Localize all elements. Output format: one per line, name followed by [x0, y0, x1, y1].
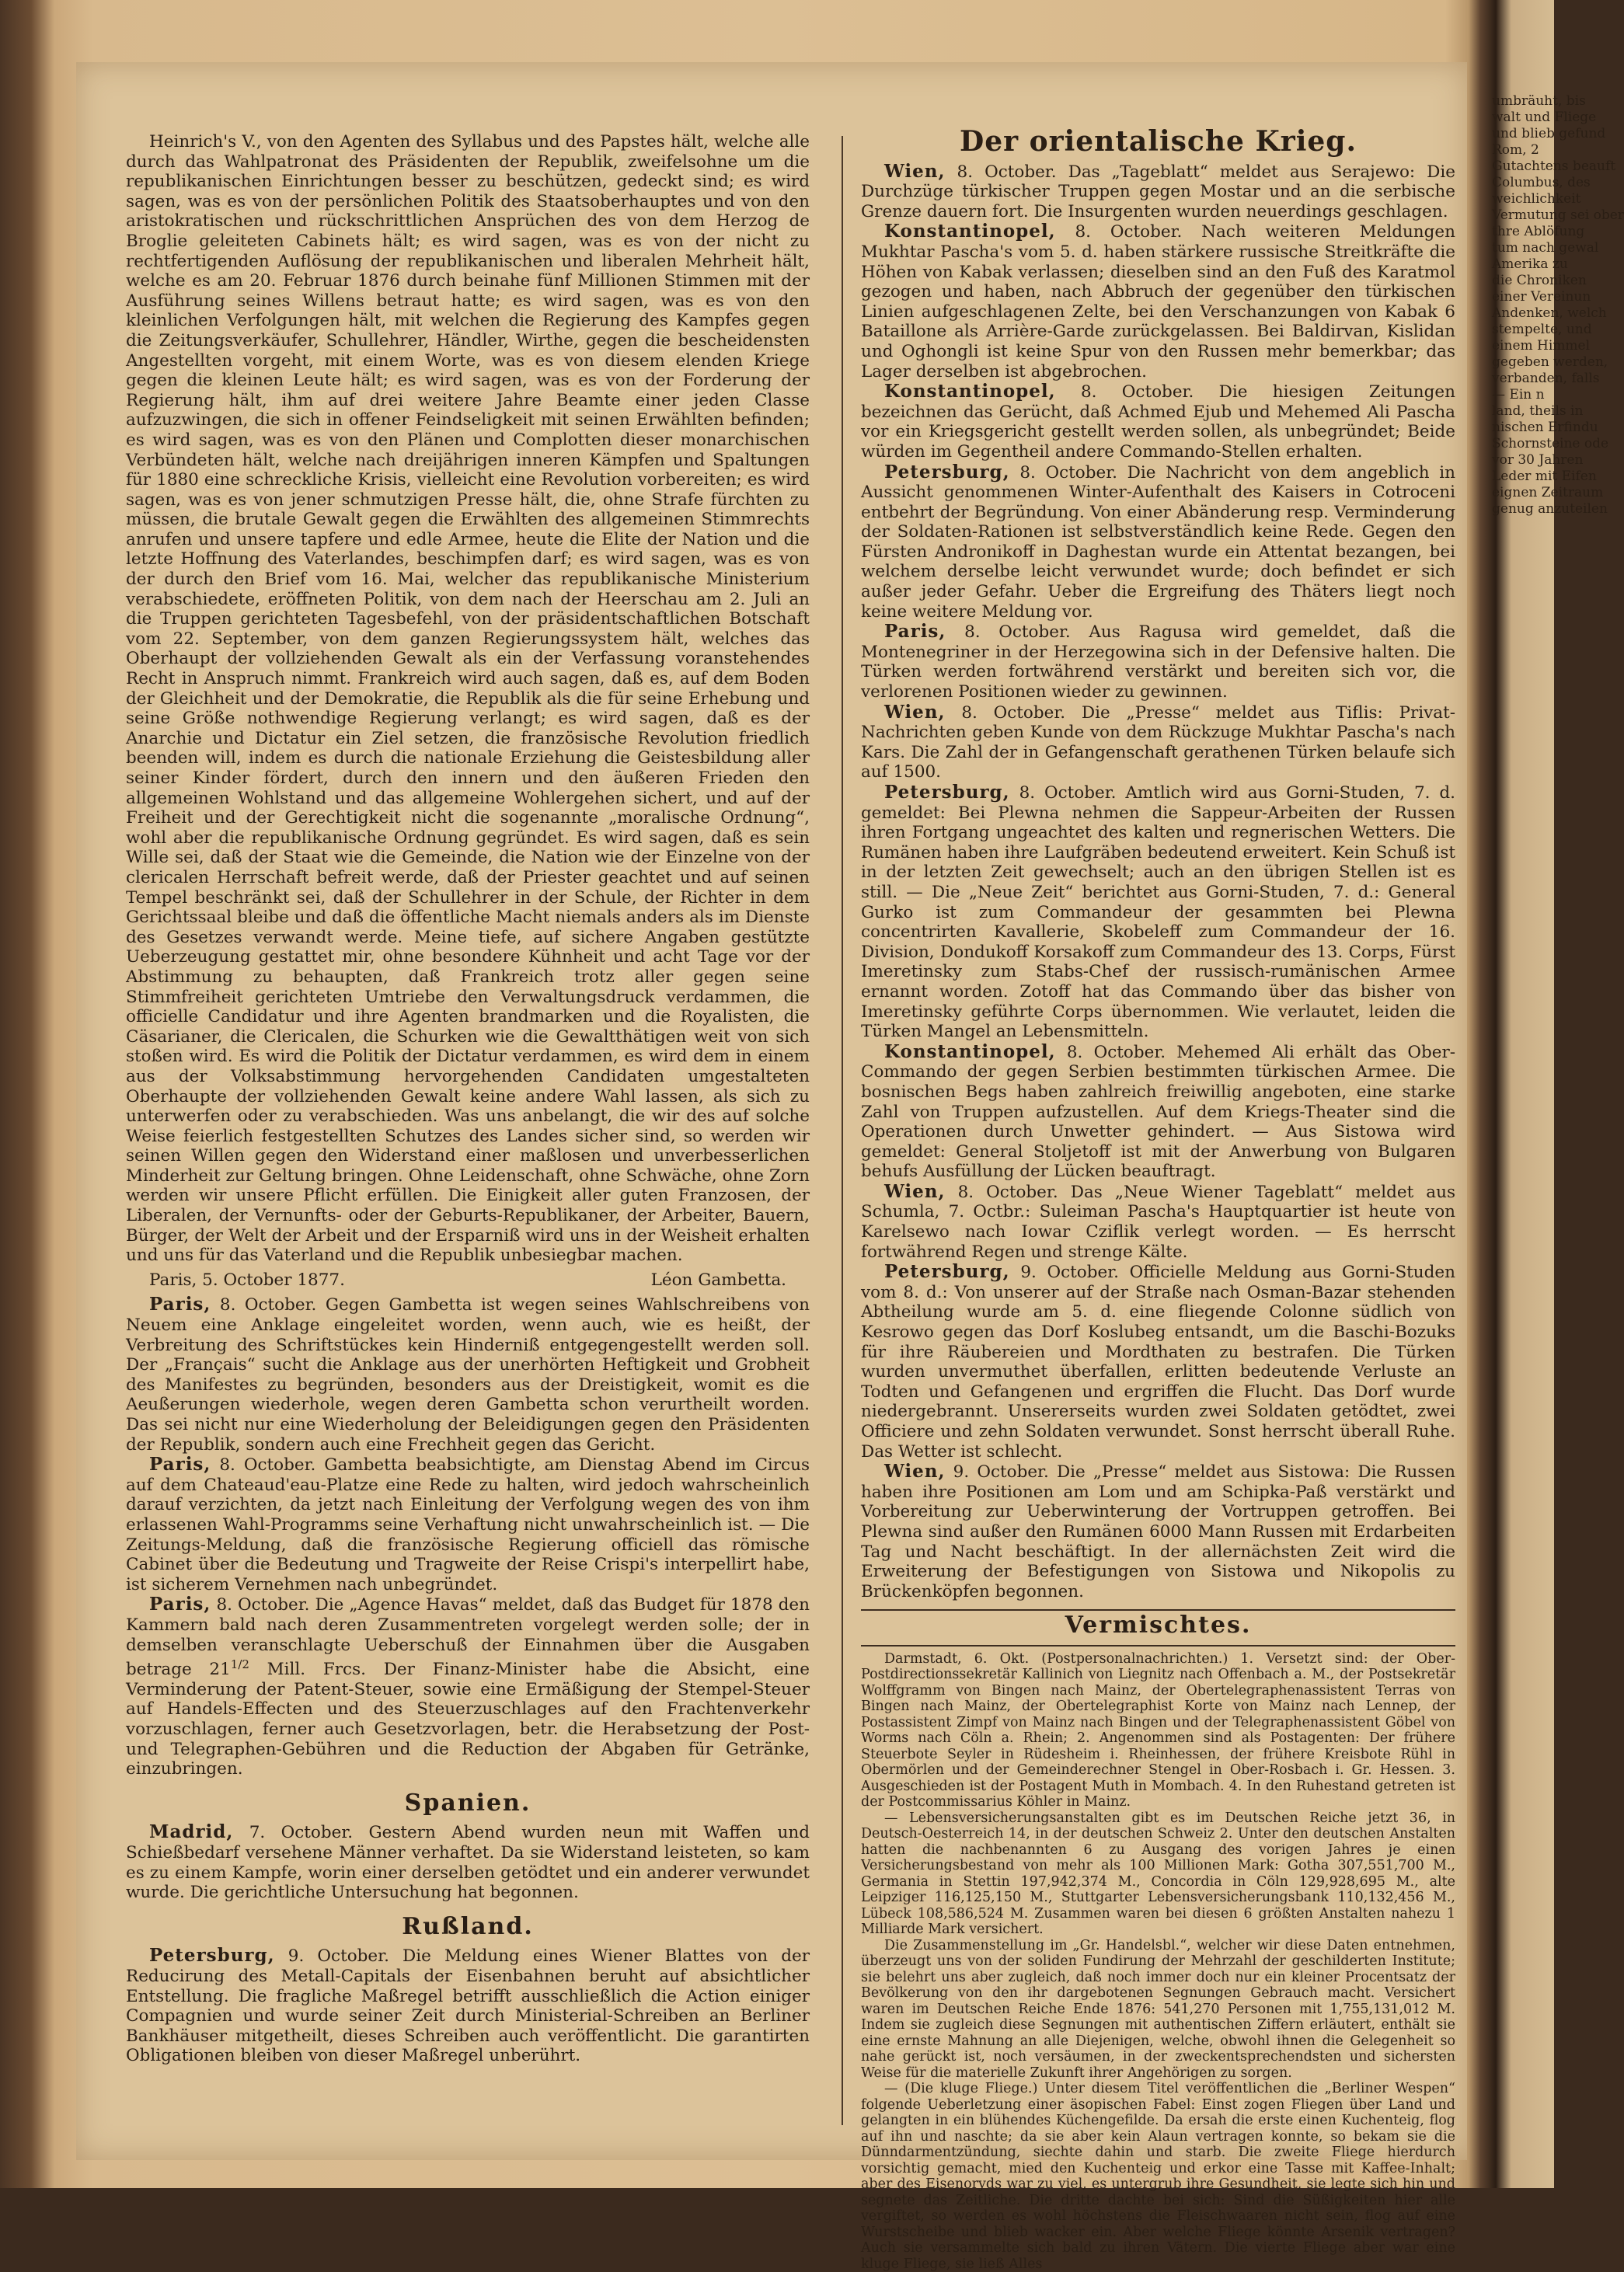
fragment-line: — Ein n — [1492, 387, 1545, 402]
section-heading-russia: Rußland. — [402, 1912, 534, 1940]
misc-item: — Lebensversicherungsanstalten gibt es im Deutschen Reiche jetzt 36, in Deutsch-Oesterreich 14, in der deutschen Schweiz 2. Unter den deutschen Anstalten hatten die nachbenannten 6 zu Ausgang des vorigen Jahres je einen Versicherungsbestand von mehr als 100 Millionen Mark: Gotha 307,551,700 M., Germania in Stettin 197,942,374 M., Concordia in Cöln 129,928,695 M., alte Leipziger 116,125,150 M., Stuttgarter Lebensversicherungsbank 110,132,456 M., Lübeck 108,586,524 M. Zusammen waren bei diesen 6 größten Anstalten nahezu 1 Milliarde Mark versichert. — [861, 1810, 1455, 1938]
news-text: 9. October. Officielle Meldung aus Gorni-Studen vom 8. d.: Von unserer auf der Straße nach Osman-Bazar stehenden Abtheilung wurde am 5. d. eine fliegende Colonne südlich von Kesrowo gegen das Dorf Koslubeg entsandt, um die Baschi-Bozuks für ihre Räubereien und Mordthaten zu bestrafen. Die Türken wurden unvermuthet überfallen, erlitten bedeutende Verluste an Todten und Gefangenen und ergriffen die Flucht. Das Dorf wurde niedergebrannt. Unsererseits wurden zwei Soldaten getödtet, zwei Officiere und zehn Soldaten verwundet. Sonst herrscht überall Ruhe. Das Wetter ist schlecht. — [861, 1263, 1455, 1462]
news-text: 9. October. Die Meldung eines Wiener Blattes von der Reducirung des Metall-Capitals der Eisenbahnen beruht auf absichtlicher Entstellung. Die fragliche Maßregel betrifft ausschließlich die Action einiger Compagnien und wurde seiner Zeit durch Ministerial-Schreiben an Berliner Bankhäuser mitgetheilt, dieses Schreiben auch veröffentlicht. Die garantirten Obligationen bleiben von dieser Maßregel unberührt. — [126, 1946, 810, 2066]
adjacent-page-fragment — [1492, 93, 1624, 2113]
war-item — [861, 462, 1455, 622]
news-text: 9. October. Die „Presse“ meldet aus Sistowa: Die Russen haben ihre Positionen am Lom und am Schipka-Paß verstärkt und Vorbereitung zur Ueberwinterung der Vortruppen getroffen. Bei Plewna sind außer den Rumänen 6000 Mann Russen mit Erdarbeiten Tag und Nacht beschäftigt. In der allernächsten Zeit wird die Erweiterung der Befestigungen von Sistowa und Nikopolis zu Brückenköpfen begonnen. — [861, 1462, 1455, 1601]
dateline-place: Wien, — [884, 160, 946, 182]
newspaper-page — [76, 62, 1467, 2272]
news-madrid — [126, 1822, 810, 1902]
fragment-line: vor 30 Jahren — [1492, 452, 1584, 468]
news-text: 8. October. Das „Neue Wiener Tageblatt“ meldet aus Schumla, 7. Octbr.: Suleiman Pascha's Hauptquartier ist heute von Karelsewo nach Iowar Cziflik verlegt worden. — Es herrscht fortwährend Regen und strenge Kälte. — [861, 1182, 1455, 1262]
fragment-line: gegeben werden, — [1492, 354, 1608, 370]
section-heading-oriental-war: Der orientalische Krieg. — [959, 125, 1357, 158]
news-text: 8. October. Aus Ragusa wird gemeldet, daß die Montenegriner in der Herzegowina sich in der Defensive halten. Die Türken werden fortwährend verstärkt und bereiten sich vor, die verlorenen Positionen wieder zu gewinnen. — [861, 622, 1455, 702]
news-text: Mill. Frcs. Der Finanz-Minister habe die Absicht, eine Verminderung der Patent-Steuer, sowie eine Ermäßigung der Stempel-Steuer auf Handels-Effecten und des Steuerzuschlages auf den Frachtenverkehr vorzuschlagen, ferner auch Gesetzvorlagen, betr. die Herabsetzung der Post- und Telegraphen-Gebühren und die Reduction der Abgaben für Getränke, einzubringen. — [126, 1660, 810, 1779]
war-item — [861, 1262, 1455, 1462]
misc-item: Darmstadt, 6. Okt. (Postpersonalnachrichten.) 1. Versetzt sind: der Ober-Postdirectionssekretär Kallinich von Liegnitz nach Offenbach a. M., der Postsekretär Wolffgramm von Bingen nach Mainz, der Obertelegraphenassistent Terras von Bingen nach Mainz, der Obertelegraphist Korte von Mainz nach Lennep, der Postassistent Zimpf von Mainz nach Bingen und der Telegraphenassistent Göbel von Worms nach Cöln a. Rhein; 2. Angenommen sind als Postagenten: Der frühere Steuerbote Seyler in Rüdesheim i. Rheinhessen, der frühere Kreisbote Rühl in Obermörlen und der Gemeinderechner Stengel in Ober-Rosbach i. Gr. Hessen. 3. Ausgeschieden ist der Postagent Muth in Mombach. 4. In den Ruhestand getreten ist der Postcommissarius Köhler in Mainz. — [861, 1650, 1455, 1810]
war-item — [861, 782, 1455, 1042]
war-item — [861, 1182, 1455, 1262]
fragment-line: Columbus, des — [1492, 175, 1591, 190]
dateline-place: Wien, — [884, 1180, 946, 1202]
fragment-line: Vermutung sei ober — [1492, 207, 1624, 223]
war-item — [861, 622, 1455, 702]
dateline-place: Petersburg, — [884, 782, 1010, 803]
section-rule — [861, 1609, 1455, 1611]
fraction: 1/2 — [230, 1657, 249, 1672]
section-heading-misc: Vermischtes. — [1065, 1612, 1252, 1640]
war-item — [861, 221, 1455, 382]
news-text: 8. October. Die „Presse“ meldet aus Tiflis: Privat-Nachrichten geben Kunde von dem Rückzuge Mukhtar Pascha's nach Kars. Die Zahl der in Gefangenschaft gerathenen Türken belaufe sich auf 1500. — [861, 702, 1455, 782]
gambetta-manifesto-text: Heinrich's V., von den Agenten des Syllabus und des Papstes hält, welche alle durch das Wahlpatronat des Präsidenten der Republik, zweifelsohne um die republikanischen Einrichtungen besser zu beschützen, gedeckt sind; es wird sagen, was es von der persönlichen Politik des Staatsoberhauptes und von den aristokratischen und rückschrittlichen Ansprüchen des von dem Herzog de Broglie geleiteten Cabinets hält; es wird sagen, was es von der nicht zu rechtfertigenden Auflösung der republikanischen und liberalen Mehrheit hält, welche es am 20. Februar 1876 durch beinahe fünf Millionen Stimmen mit der Ausführung seines Willens betraut hatte; es wird sagen, was es von den kleinlichen Verfolgungen hält, mit welchen die Regierung des Kampfes gegen die Zeitungsverkäufer, Schullehrer, Händler, Wirthe, gegen die bescheidensten Angestellten vorgeht, mit einem Worte, was es von diesem elenden Kriege gegen die kleinen Leute hält; es wird sagen, was es von der Forderung der Regierung hält, ihm auf drei weitere Jahre Beamte einer jeden Classe aufzuzwingen, die sich in offener Feindseligkeit mit seinen Erwählten befinden; es wird sagen, was es von den Plänen und Complotten dieser monarchischen Verbündeten hält, welche nach dreijährigen inneren Kämpfen und Spaltungen für 1880 eine schreckliche Krisis, vielleicht eine Revolution vorbereiten; es wird sagen, was es von jener schmutzigen Presse hält, die, ohne Strafe fürchten zu müssen, die brutale Gewalt gegen die Erwählten des allgemeinen Stimmrechts anrufen und unsere tapfere und edle Armee, heute die Elite der Nation und die letzte Hoffnung des Vaterlandes, beschimpfen darf; es wird sagen, was es von der durch den Brief vom 16. Mai, welcher das republikanische Ministerium verabschiedete, eröffneten Politik, von dem nach der Heerschau am 2. Juli an die Truppen gerichteten Tagesbefehl, von der präsidentschaftlichen Botschaft vom 22. September, von dem ganzen Regierungssystem hält, welches das Oberhaupt der vollziehenden Gewalt als ein der Verfassung voranstehendes Recht in Anspruch nimmt. Frankreich wird auch sagen, daß es, auf dem Boden der Gleichheit und der Demokratie, die Republik als die für seine Erhebung und seine Größe nothwendige Regierung verlangt; es wird sagen, daß es der Anarchie und Dictatur ein Ziel setzen, die französische Revolution friedlich beenden will, indem es durch die nationale Erziehung die Geistesbildung aller seiner Kinder fördert, durch den innern und den äußeren Frieden den allgemeinen Wohlstand und das allgemeine Wohlergehen sichert, und auf der Freiheit und der Gerechtigkeit nicht die sogenannte „moralische Ordnung“, wohl aber die republikanische Ordnung gegründet. Es wird sagen, daß es sein Wille sei, daß der Staat wie die Gemeinde, die Nation wie der Einzelne von der clericalen Herrschaft befreit werde, daß der Priester geachtet und auf seinen Tempel beschränkt sei, daß der Schullehrer in der Schule, der Richter in dem Gerichtssaal bleibe und daß die öffentliche Macht niemals anders als im Dienste des Gesetzes verwandt werde. Meine tiefe, auf sichere Angaben gestützte Ueberzeugung gestattet mir, ohne besondere Kühnheit und acht Tage vor der Abstimmung zu behaupten, daß Frankreich trotz aller gegen seine Stimmfreiheit gerichteten Umtriebe den Verwaltungsdruck verdammen, die officielle Candidatur und ihre Agenten brandmarken und die Royalisten, die Cäsarianer, die Clericalen, die Schurken wie die Gewaltthätigen weit von sich stoßen wird. Es wird die Politik der Dictatur verdammen, es wird dem in einem aus der Volksabstimmung hervorgehenden Candidaten umgestalteten Oberhaupte der vollziehenden Gewalt keine andere Wahl lassen, als sich zu unterwerfen oder zu verabschieden. Was uns anbelangt, die wir des auf solche Weise feierlich festgestellten Schutzes des Landes sicher sind, so werden wir seinen Willen gegen den Widerstand einer maßlosen und unverbesserlichen Minderheit zur Geltung bringen. Ohne Leidenschaft, ohne Schwäche, ohne Zorn werden wir unsere Pflicht erfüllen. Die Einigkeit aller guten Franzosen, der Liberalen, der Vernunfts- oder der Geburts-Republikaner, der Arbeiter, Bauern, Bürger, der Welt der Arbeit und der Ersparniß wird uns in der Weisheit erhalten und uns für das Vaterland und die Republik unbesiegbar machen. — [126, 132, 810, 1266]
dateline-place: Paris, — [149, 1594, 211, 1615]
fragment-line: walt und Fliege — [1492, 110, 1597, 125]
misc-item: Die Zusammenstellung im „Gr. Handelsbl.“, welcher wir diese Daten entnehmen, überzeugt uns von der soliden Fundirung der Mehrzahl der geschilderten Institute; sie belehrt uns aber zugleich, daß noch immer doch nur ein kleiner Procentsatz der Bevölkerung von den ihr dargebotenen Segnungen Gebrauch macht. Versichert waren im Deutschen Reiche Ende 1876: 541,270 Personen mit 1,755,131,012 M. Indem sie zugleich diese Segnungen mit authentischen Ziffern erläutert, enthält sie eine ernste Mahnung an alle Diejenigen, welche, obwohl ihnen die Gelegenheit so nahe gerückt ist, noch versäumen, in der zweckentsprechendsten und sichersten Weise für die materielle Zukunft ihrer Angehörigen zu sorgen. — [861, 1937, 1455, 2081]
fragment-line: Leder mit Eifen — [1492, 469, 1597, 484]
news-paris-2 — [126, 1455, 810, 1594]
right-column — [861, 125, 1456, 2272]
war-item — [861, 702, 1455, 782]
fragment-line: Andenken, welch — [1492, 305, 1607, 321]
fragment-line: nischen Erfindu — [1492, 420, 1598, 435]
war-news-list — [861, 162, 1455, 1602]
fragment-line: stempelte, und — [1492, 322, 1592, 337]
section-rule — [861, 1645, 1455, 1647]
fragment-line: Amerika zu — [1492, 256, 1568, 272]
dateline-place: Paris, — [884, 621, 946, 643]
dateline-place: Madrid, — [149, 1821, 234, 1843]
fragment-line: weichlichkeit — [1492, 191, 1581, 207]
news-text: 8. October. Die Nachricht von dem angeblich in Aussicht genommenen Winter-Aufenthalt des Kaisers in Cotroceni entbehrt der Begründung. Von einer Abänderung resp. Verminderung der Soldaten-Rationen ist selbstverständlich keine Rede. Gegen den Fürsten Andronikoff in Daghestan wurde ein Attentat bezangen, bei welchem derselbe leicht verwundet wurde; doch befindet er sich außer jeder Gefahr. Ueber die Ergreifung des Thäters liegt noch keine weitere Meldung vor. — [861, 462, 1455, 622]
news-petersburg — [126, 1946, 810, 2066]
fragment-line: tum nach gewal — [1492, 240, 1599, 256]
signature-place-date: Paris, 5. October 1877. — [149, 1270, 345, 1290]
dateline-place: Wien, — [884, 1461, 946, 1483]
war-item — [861, 1042, 1455, 1182]
fragment-line: die Chroniken — [1492, 273, 1587, 288]
dateline-place: Paris, — [149, 1454, 211, 1476]
misc-item: — (Die kluge Fliege.) Unter diesem Titel veröffentlichen die „Berliner Wespen“ folgende Ueberletzung einer äsopischen Fabel: Einst zogen Fliegen über Land und gelangten in ein blühendes Küchengefilde. Da ersah die erste einen Kuchenteig, flog auf ihn und naschte; da sie aber kein Alaun vertragen konnte, so bekam sie die Dünndarmentzündung, siechte dahin und starb. Die zweite Fliege hierdurch vorsichtig gemacht, mied den Kuchenteig und erkor eine Tasse mit Kaffee-Inhalt; aber des Eisenoryds war zu viel, es untergrub ihre Gesundheit, sie legte sich hin und segnete das Zeitliche. Die dritte dachte bei sich: Sind die Süßigkeiten hier alle vergiftet, so werden es wohl höchstens die Fleischwaaren nicht sein, flog auf eine Wurstscheibe und blieb wacker ein. Aber welche Fliege könnte Arsenik vertragen? Auch sie versammelte sich bald zu ihren Vätern. Die vierte Fliege aber war eine kluge Fliege, sie ließ Alles — [861, 2081, 1455, 2272]
fragment-line: einer Vereinun — [1492, 289, 1591, 305]
news-text: 8. October. Amtlich wird aus Gorni-Studen, 7. d. gemeldet: Bei Plewna nehmen die Sappeur-Arbeiten der Russen ihren Fortgang ungeachtet des kalten und regnerischen Wetters. Die Rumänen haben ihre Laufgräben bedeutend erweitert. Kein Schuß ist in der letzten Zeit gewechselt; auch an den übrigen Stellen ist es still. — Die „Neue Zeit“ berichtet aus Gorni-Studen, 7. d.: General Gurko ist zum Commandeur der gesammten bei Plewna concentrirten Kavallerie, Skobeleff zum Commandeur der 16. Division, Dondukoff Korsakoff zum Commandeur des 13. Corps, Fürst Imeretinsky zum Stabs-Chef der russisch-rumänischen Armee ernannt worden. Zotoff hat das Commando über das bisher von Imeretinsky geführte Corps übernommen. Wie verlautet, leiden die Türken Mangel an Lebensmitteln. — [861, 783, 1455, 1042]
signature-line — [126, 1266, 810, 1295]
dateline-place: Konstantinopel, — [884, 221, 1056, 242]
fragment-line: Rom, 2 — [1492, 142, 1539, 158]
section-heading-spain: Spanien. — [404, 1789, 531, 1817]
dateline-place: Petersburg, — [884, 461, 1010, 483]
news-text: 7. October. Gestern Abend wurden neun mit Waffen und Schießbedarf versehene Männer verhaftet. Da sie Widerstand leisteten, so kam es zu einem Kampfe, worin einer derselben getödtet und ein anderer verwundet wurde. Die gerichtliche Untersuchung hat begonnen. — [126, 1823, 810, 1903]
dateline-place: Petersburg, — [884, 1261, 1010, 1283]
signature-name: Léon Gambetta. — [650, 1270, 786, 1290]
left-column — [126, 132, 810, 2121]
fragment-line: thre Ablöfung — [1492, 224, 1585, 239]
war-item — [861, 162, 1455, 222]
fragment-line: genug anzuteilen — [1492, 501, 1608, 517]
dateline-place: Wien, — [884, 701, 946, 723]
fragment-line: eignen Zeitraum — [1492, 485, 1604, 500]
war-item — [861, 1462, 1455, 1601]
fragment-line: Schornsteine ode — [1492, 436, 1609, 451]
news-text: 8. October. Mehemed Ali erhält das Ober-Commando der gegen Serbien bestimmten türkischen Armee. Die bosnischen Begs haben zahlreich freiwillig angeboten, eine starke Zahl von Truppen aufzustellen. Auf dem Kriegs-Theater sind die Operationen durch Unwetter gehindert. — Aus Sistowa wird gemeldet: General Stoljetoff ist mit der Anwerbung von Bulgaren behufs Ausfüllung der Lücken beauftragt. — [861, 1042, 1456, 1182]
war-item — [861, 382, 1455, 462]
news-text: 8. October. Gegen Gambetta ist wegen seines Wahlschreibens von Neuem eine Anklage eingeleitet worden, wenn auch, wie es heißt, der Verbreitung des Schriftstückes kein Hinderniß entgegengestellt werden soll. Der „Français“ sucht die Anklage aus der unerhörten Heftigkeit und Grobheit des Manifestes zu begründen, besonders aus der Dreistigkeit, womit es die Aeußerungen wiederhole, wegen deren Gambetta schon verurtheilt worden. Das sei nicht nur eine Wiederholung der Beleidigungen gegen den Präsidenten der Republik, sondern auch eine Frechheit gegen das Gericht. — [126, 1295, 810, 1455]
news-text: 8. October. Gambetta beabsichtigte, am Dienstag Abend im Circus auf dem Chateaud'eau-Platze eine Rede zu halten, wird jedoch wahrscheinlich darauf verzichten, da jetzt nach Einleitung der Verfolgung wegen des von ihm erlassenen Wahl-Programms seine Verhaftung nicht unwahrscheinlich ist. — Die Zeitungs-Meldung, daß die französische Regierung officiell das römische Cabinet über die Bedeutung und Tragweite der Reise Crispi's interpellirt habe, ist sicherem Vernehmen nach unbegründet. — [126, 1455, 810, 1594]
fragment-line: umbräuht, bis — [1492, 93, 1586, 109]
news-text: 8. October. Die „Agence Havas“ meldet, daß das Budget für 1878 den Kammern bald nach deren Zusammentreten vorgelegt werden solle; der in demselben veranschlagte Ueberschuß der Einnahmen über die Ausgaben betrage 21 — [126, 1595, 810, 1680]
news-text: 8. October. Nach weiteren Meldungen Mukhtar Pascha's vom 5. d. haben stärkere russische Streitkräfte die Höhen von Kabak verlassen; dieselben sind an den Fuß des Karatmol gezogen und haben, nach Abbruch der gegenüber den türkischen Linien aufgeschlagenen Zelte, bei den Verschanzungen von Kabak 6 Bataillone als Arrière-Garde zurückgelassen. Bei Baldirvan, Kislidan und Oghongli ist keine Spur von den Russen mehr bemerkbar; das Lager derselben ist abgebrochen. — [861, 222, 1455, 382]
news-paris-1 — [126, 1295, 810, 1455]
fragment-line: verbanden, falls — [1492, 371, 1600, 386]
fragment-line: land, theils in — [1492, 403, 1584, 419]
dateline-place: Konstantinopel, — [884, 1040, 1056, 1062]
dateline-place: Paris, — [149, 1294, 211, 1315]
news-paris-3 — [126, 1594, 810, 1779]
news-text: 8. October. Das „Tageblatt“ meldet aus Serajewo: Die Durchzüge türkischer Truppen gegen Mostar und an die serbische Grenze dauern fort. Die Insurgenten wurden neuerdings geschlagen. — [861, 162, 1455, 221]
dateline-place: Konstantinopel, — [884, 381, 1056, 402]
dateline-place: Petersburg, — [149, 1945, 275, 1967]
fragment-line: und blieb gefund — [1492, 126, 1606, 141]
fragment-line: einem Himmel — [1492, 338, 1591, 354]
column-divider — [842, 136, 843, 2125]
fragment-line: Gutachtens beauft — [1492, 159, 1616, 174]
news-text: 8. October. Die hiesigen Zeitungen bezeichnen das Gerücht, daß Achmed Ejub und Mehemed Ali Pascha vor ein Kriegsgericht gestellt werden sollen, als unbegründet; Beide würden im Gegentheil andere Commando-Stellen erhalten. — [861, 382, 1455, 462]
